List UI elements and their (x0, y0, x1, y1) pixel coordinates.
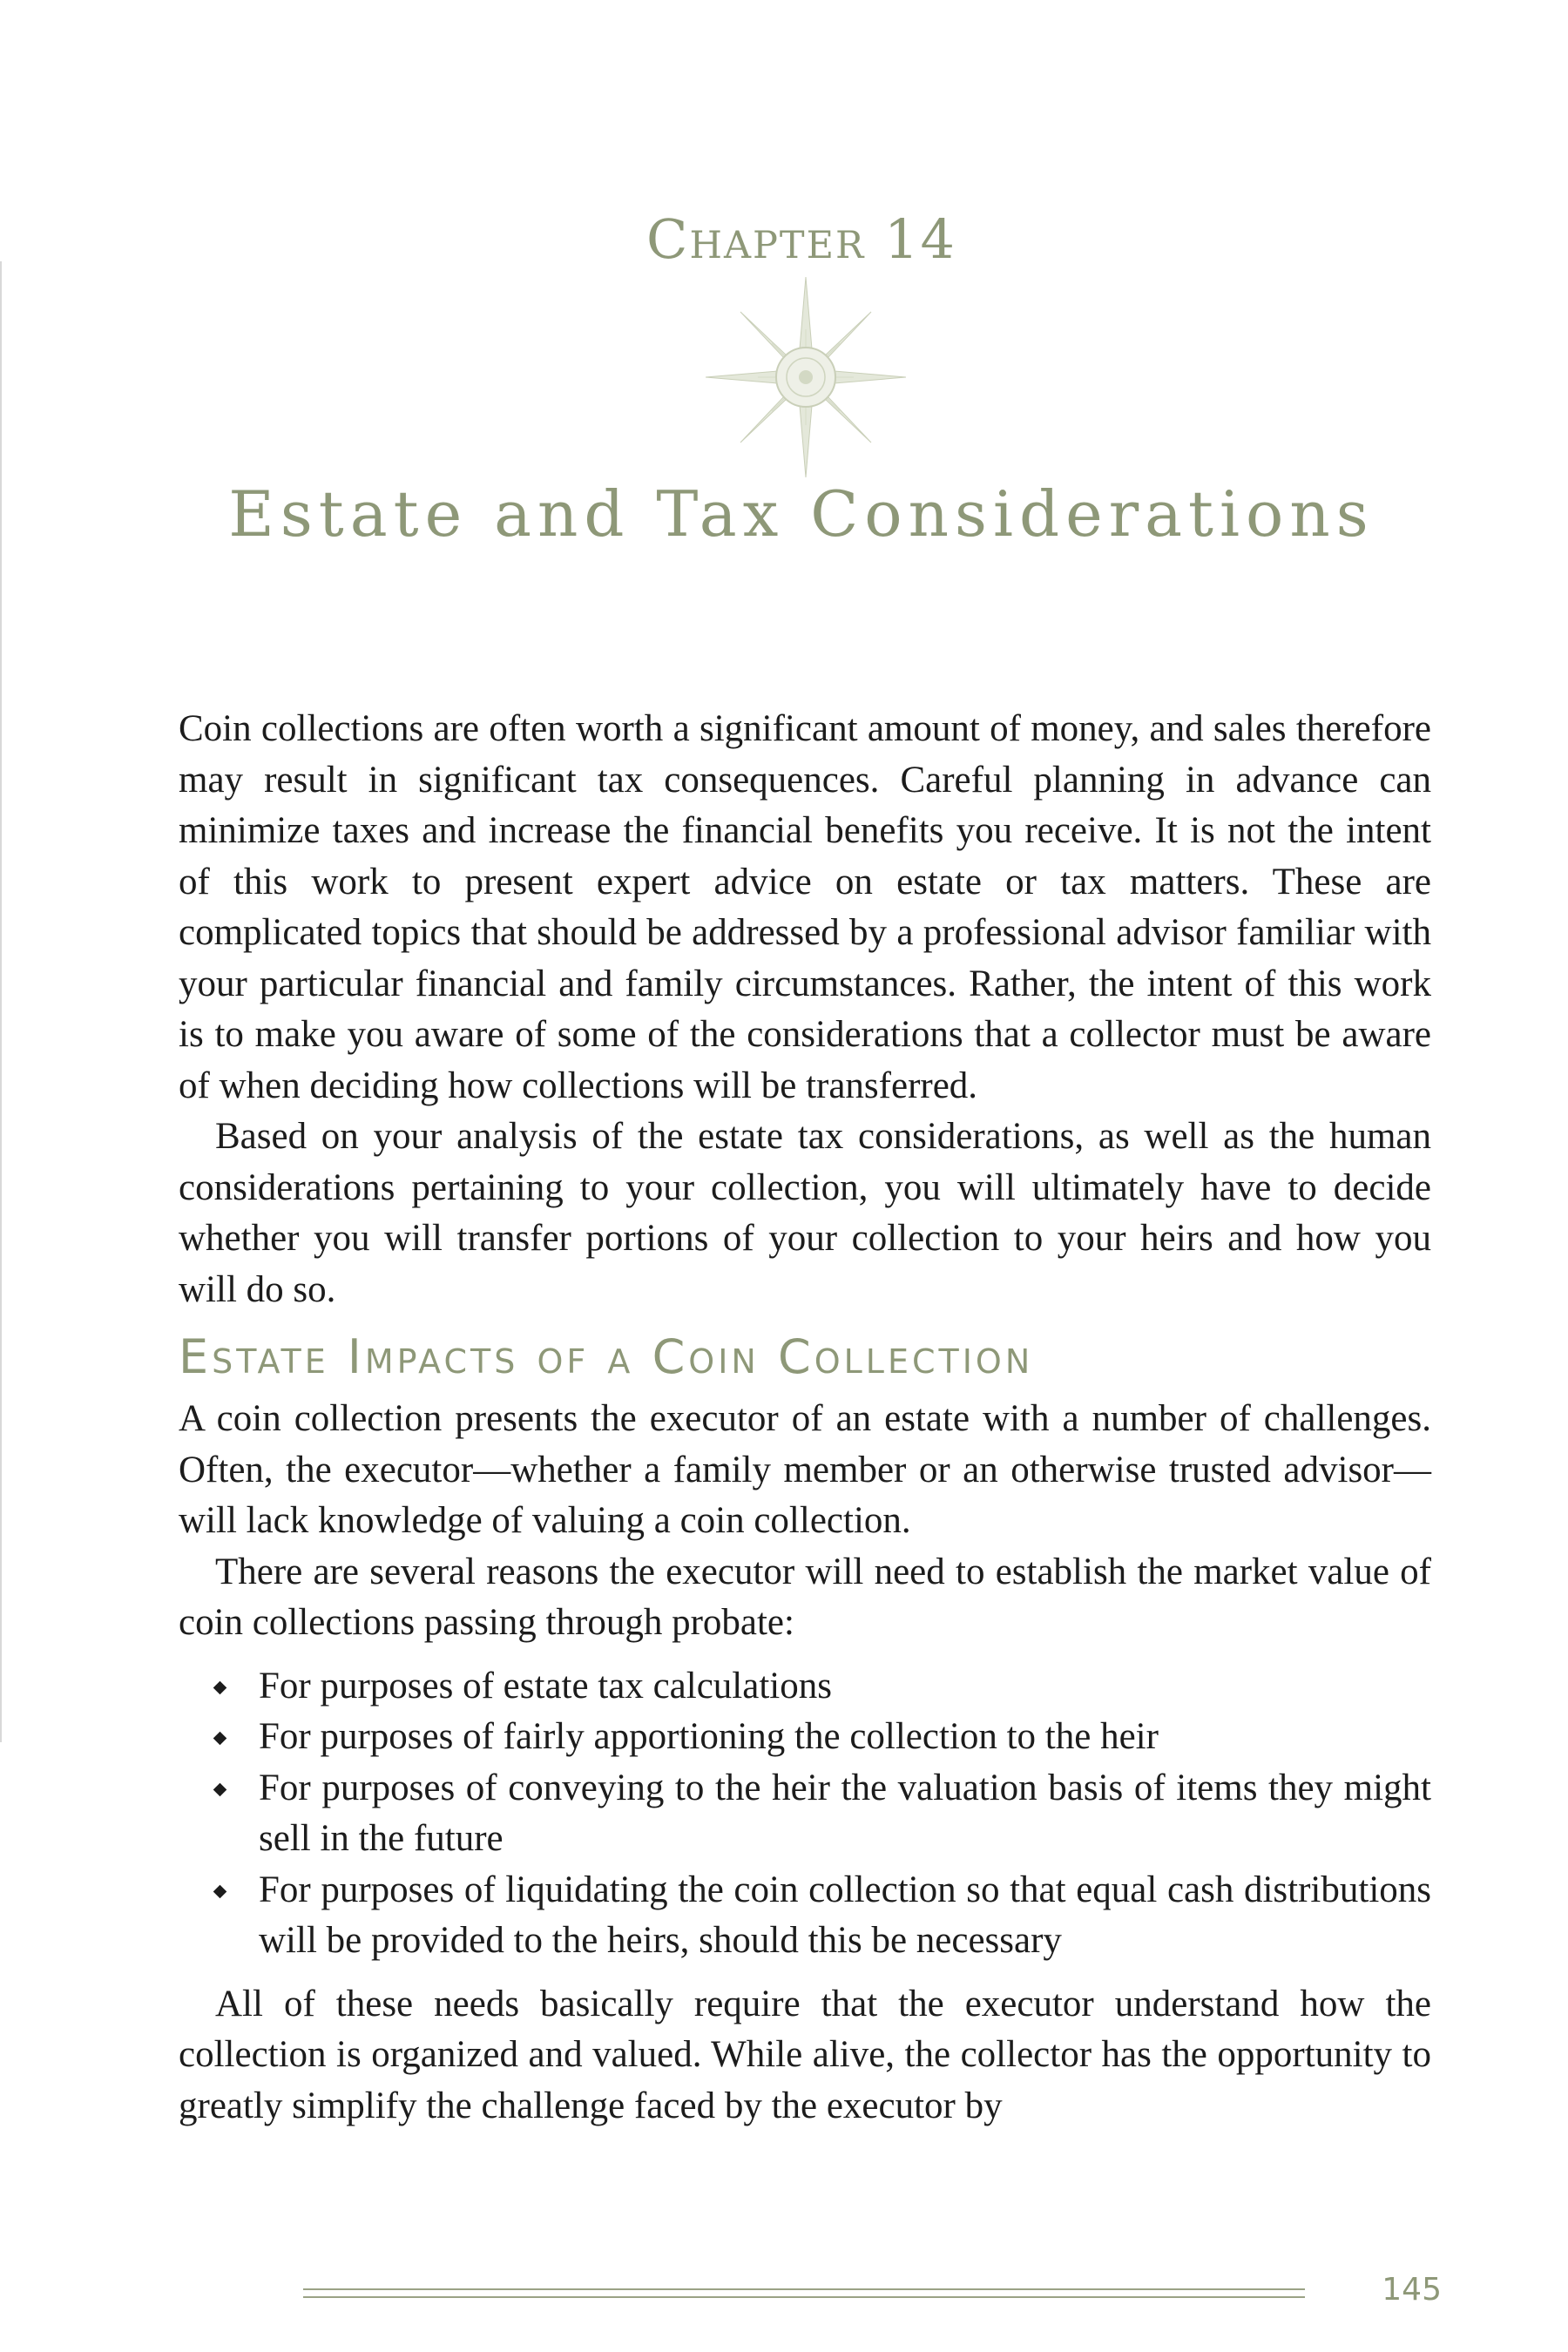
list-item: For purposes of fairly apportioning the collection to the heir (259, 1712, 1431, 1763)
list-item: For purposes of liquidating the coin collection so that equal cash distributions will be provided to the heirs, should this be necessary (259, 1865, 1431, 1967)
body-text (179, 704, 1431, 2132)
footer-rule (303, 2296, 1305, 2298)
diamond-bullet-icon (213, 1680, 227, 1694)
diamond-bullet-icon (213, 1884, 227, 1898)
reasons-list (179, 1661, 1431, 1967)
chapter-title: Estate and Tax Considerations (228, 477, 1375, 551)
closing-paragraph: All of these needs basically require that the executor understand how the collection is organized and valued. While alive, the collector has the opportunity to greatly simplify the challenge faced by the executor by (179, 1983, 1431, 2126)
list-item: For purposes of conveying to the heir the valuation basis of items they might sell in the future (259, 1763, 1431, 1865)
footer-rule (303, 2288, 1305, 2290)
section-paragraph-2: There are several reasons the executor will need to establish the market value of coin collections passing through probate: (179, 1551, 1431, 1643)
page-number: 145 (1382, 2272, 1442, 2308)
intro-paragraph-2: Based on your analysis of the estate tax considerations, as well as the human considerations pertaining to your collection, you will ultimately have to decide whether you will transfer portions of your collection to your heirs and how you will do so. (179, 1116, 1431, 1310)
diamond-bullet-icon (213, 1732, 227, 1746)
diamond-bullet-icon (213, 1782, 227, 1796)
section-heading: Estate Impacts of a Coin Collection (179, 1329, 1034, 1384)
section-paragraph-1: A coin collection presents the executor of an estate with a number of challenges. Often, the executor—whether a family member or an otherwise trusted advisor—will lack knowledge of valuing a coin collection. (179, 1398, 1431, 1541)
compass-rose-icon (706, 277, 906, 477)
list-item: For purposes of estate tax calculations (259, 1661, 1431, 1713)
intro-paragraph-1: Coin collections are often worth a significant amount of money, and sales therefore may result in significant tax consequences. Careful planning in advance can minimize taxes and increase the financial benefits you receive. It is not the intent of this work to present expert advice on estate or tax matters. These are complicated topics that should be addressed by a professional advisor familiar with your particular financial and family circumstances. Rather, the intent of this work is to make you aware of some of the considerations that a collector must be aware of when deciding how collections will be transferred. (179, 708, 1431, 1106)
chapter-label: Chapter 14 (646, 207, 956, 271)
